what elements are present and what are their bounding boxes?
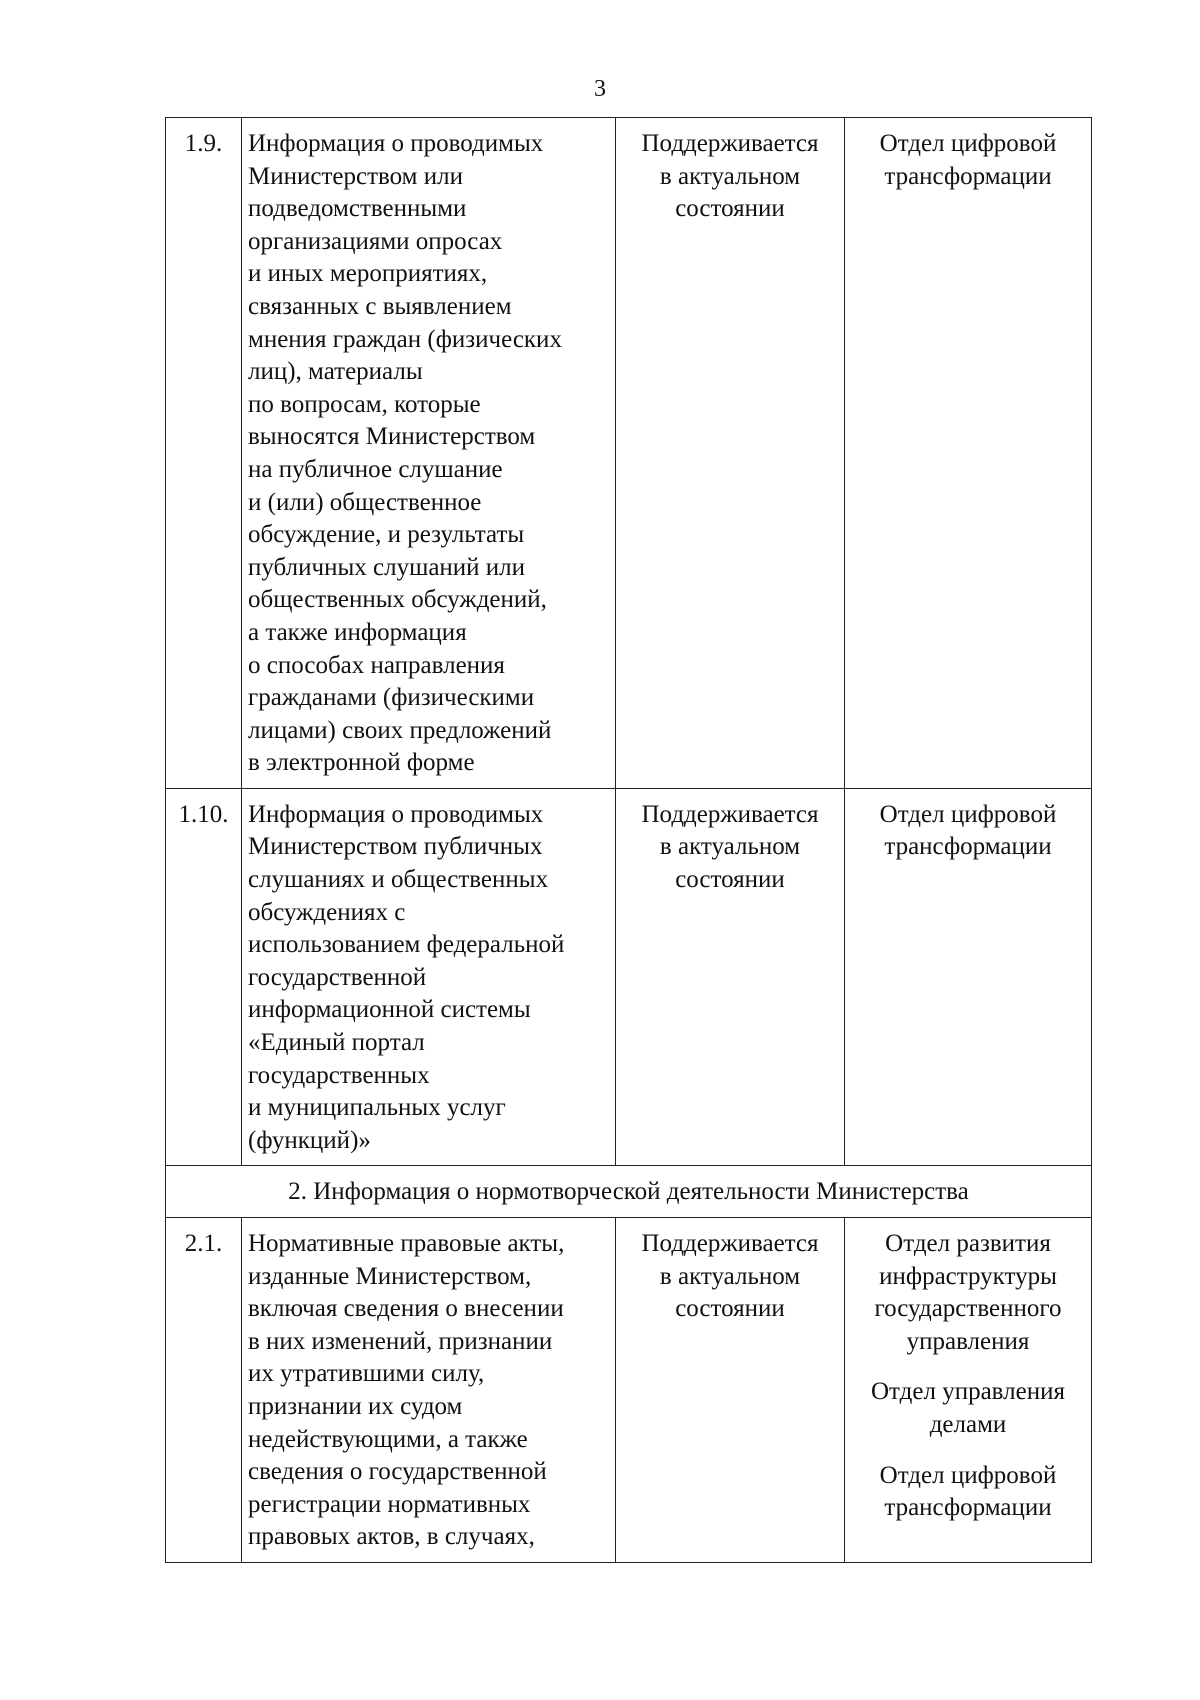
info-line: общественных обсуждений, [248,586,547,614]
info-line: гражданами (физическими [248,684,535,712]
info-line: Информация о проводимых [248,130,544,157]
department-line: инфраструктуры [879,1262,1057,1290]
department-line: трансформации [884,833,1052,861]
info-line: использованием федеральной [248,931,565,959]
status-line: состоянии [675,1295,785,1323]
info-line: сведения о государственной [248,1458,547,1486]
info-line: (функций)» [248,1126,371,1154]
info-line: лицами) своих предложений [248,716,552,744]
department-cell [845,788,1092,1166]
info-line: государственных [248,1061,430,1089]
status-line: состоянии [675,195,785,223]
department-name [851,1460,1085,1525]
info-line: «Единый портал [248,1029,425,1057]
info-line: на публичное слушание [248,455,503,483]
info-line: мнения граждан (физических [248,325,562,353]
section-header-row [166,1166,1092,1218]
department-name [851,128,1085,193]
info-line: по вопросам, которые [248,390,481,418]
department-line: трансформации [884,1494,1052,1522]
department-line: Отдел цифровой [879,800,1057,828]
info-line: о способах направления [248,651,505,679]
department-line: управления [906,1327,1030,1355]
info-line: недействующими, а также [248,1425,528,1453]
info-cell [242,788,616,1166]
info-line: государственной [248,963,427,991]
department-name [851,1376,1085,1441]
info-line: выносятся Министерством [248,423,536,451]
info-line: связанных с выявлением [248,292,512,320]
info-line: их утратившими силу, [248,1360,485,1388]
status-line: в актуальном [659,1262,801,1290]
page-number: 3 [594,76,606,102]
info-line: и (или) общественное [248,488,482,516]
info-line: информационной системы [248,996,531,1024]
table-row [166,788,1092,1166]
info-line: и муниципальных услуг [248,1094,506,1122]
info-line: организациями опросах [248,227,503,255]
department-name [851,1228,1085,1358]
status-cell [616,118,845,789]
department-line: трансформации [884,162,1052,190]
status-line: состоянии [675,866,785,894]
info-line: обсуждение, и результаты [248,521,525,549]
department-cell [845,118,1092,789]
status-line: в актуальном [659,162,801,190]
section-header: 2. Информация о нормотворческой деятельности Министерства [166,1166,1092,1218]
info-line: Министерством или [248,162,463,190]
info-cell [242,1218,616,1563]
department-line: государственного [874,1295,1062,1323]
info-line: обсуждениях с [248,898,406,926]
department-line: Отдел развития [885,1230,1051,1257]
department-line: Отдел цифровой [879,130,1057,157]
info-line: признании их судом [248,1392,463,1420]
info-line: в них изменений, признании [248,1327,553,1355]
info-line: Нормативные правовые акты, [248,1230,565,1257]
info-line: правовых актов, в случаях, [248,1523,535,1551]
info-line: изданные Министерством, [248,1262,532,1290]
department-line: Отдел управления [871,1378,1065,1406]
info-line: подведомственными [248,195,467,223]
department-name [851,799,1085,864]
department-line: делами [929,1410,1007,1438]
info-line: публичных слушаний или [248,553,526,581]
status-line: Поддерживается [641,1230,819,1257]
info-line: лиц), материалы [248,358,423,386]
info-cell [242,118,616,789]
table-row [166,118,1092,789]
table-row [166,1218,1092,1563]
department-line: Отдел цифровой [879,1461,1057,1489]
status-line: Поддерживается [641,800,819,828]
info-line: в электронной форме [248,749,475,777]
info-line: Информация о проводимых [248,800,544,828]
info-line: Министерством публичных [248,833,543,861]
status-line: Поддерживается [641,130,819,157]
item-number: 2.1. [166,1218,242,1563]
info-line: а также информация [248,618,467,646]
info-line: включая сведения о внесении [248,1295,564,1323]
info-line: регистрации нормативных [248,1490,531,1518]
status-line: в актуальном [659,833,801,861]
item-number: 1.9. [166,118,242,789]
info-line: и иных мероприятиях, [248,260,488,288]
department-cell [845,1218,1092,1563]
item-number: 1.10. [166,788,242,1166]
status-cell [616,788,845,1166]
status-cell [616,1218,845,1563]
table-body [166,118,1092,1563]
registry-table [165,117,1092,1563]
info-line: слушаниях и общественных [248,866,549,894]
